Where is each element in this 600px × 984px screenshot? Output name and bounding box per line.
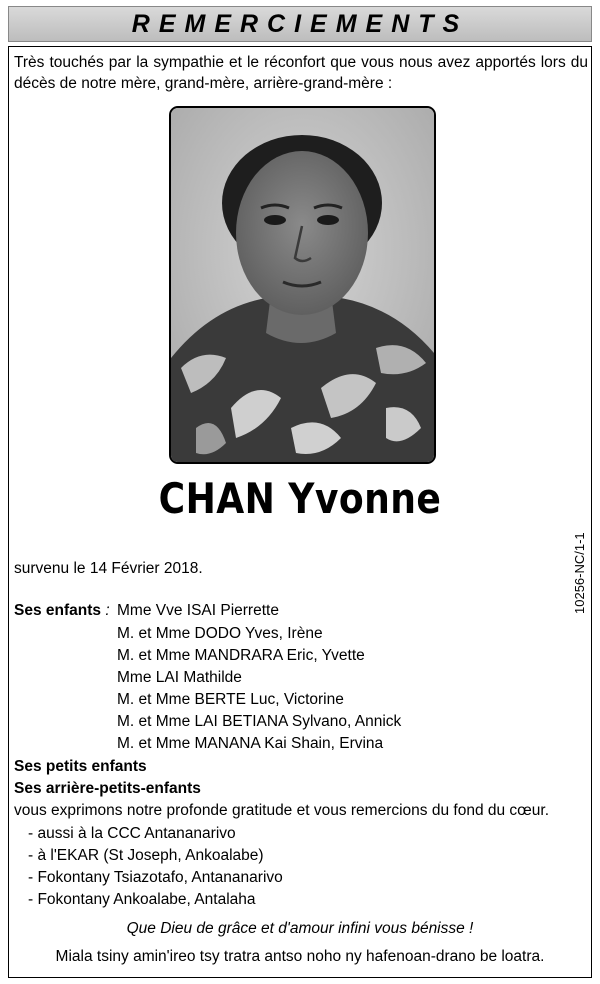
portrait-illustration xyxy=(171,108,434,462)
thanks-item: - à l'EKAR (St Joseph, Ankoalabe) xyxy=(28,847,264,864)
blessing-line: Que Dieu de grâce et d'amour infini vous bénisse ! xyxy=(126,920,474,937)
child-entry: Mme Vve ISAI Pierrette xyxy=(117,602,279,619)
gratitude-text: vous exprimons notre profonde gratitude et vous remercions du fond du cœur. xyxy=(14,802,550,819)
child-entry: M. et Mme LAI BETIANA Sylvano, Annick xyxy=(117,713,402,730)
child-entry: M. et Mme BERTE Luc, Victorine xyxy=(117,691,344,708)
deceased-name: CHAN Yvonne xyxy=(158,474,442,523)
children-separator: : xyxy=(101,602,110,619)
date-line: survenu le 14 Février 2018. xyxy=(14,560,203,577)
children-label: Ses enfants xyxy=(14,602,102,619)
child-entry: M. et Mme MANDRARA Eric, Yvette xyxy=(117,647,365,664)
child-entry: Mme LAI Mathilde xyxy=(117,669,242,686)
child-entry: M. et Mme MANANA Kai Shain, Ervina xyxy=(117,735,384,752)
header-title: REMERCIEMENTS xyxy=(131,9,469,38)
children-heading xyxy=(14,601,110,621)
grandchildren-label: Ses petits enfants xyxy=(14,758,147,775)
malagasy-line: Miala tsiny amin'ireo tsy tratra antso noho ny hafenoan-drano be loatra. xyxy=(55,948,545,965)
intro-text: Très touchés par la sympathie et le réconfort que vous nous avez apportés lors du décès de notre mère, grand-mère, arrière-grand-mère : xyxy=(14,54,588,92)
child-entry: M. et Mme DODO Yves, Irène xyxy=(117,625,323,642)
thanks-item: - aussi à la CCC Antananarivo xyxy=(28,825,236,842)
thanks-item: - Fokontany Ankoalabe, Antalaha xyxy=(28,891,256,908)
portrait-photo xyxy=(169,106,436,464)
reference-code: 10256-NC/1-1 xyxy=(572,532,587,614)
thanks-item: - Fokontany Tsiazotafo, Antananarivo xyxy=(28,869,283,886)
great-grandchildren-label: Ses arrière-petits-enfants xyxy=(14,780,201,797)
header-banner xyxy=(8,6,592,42)
